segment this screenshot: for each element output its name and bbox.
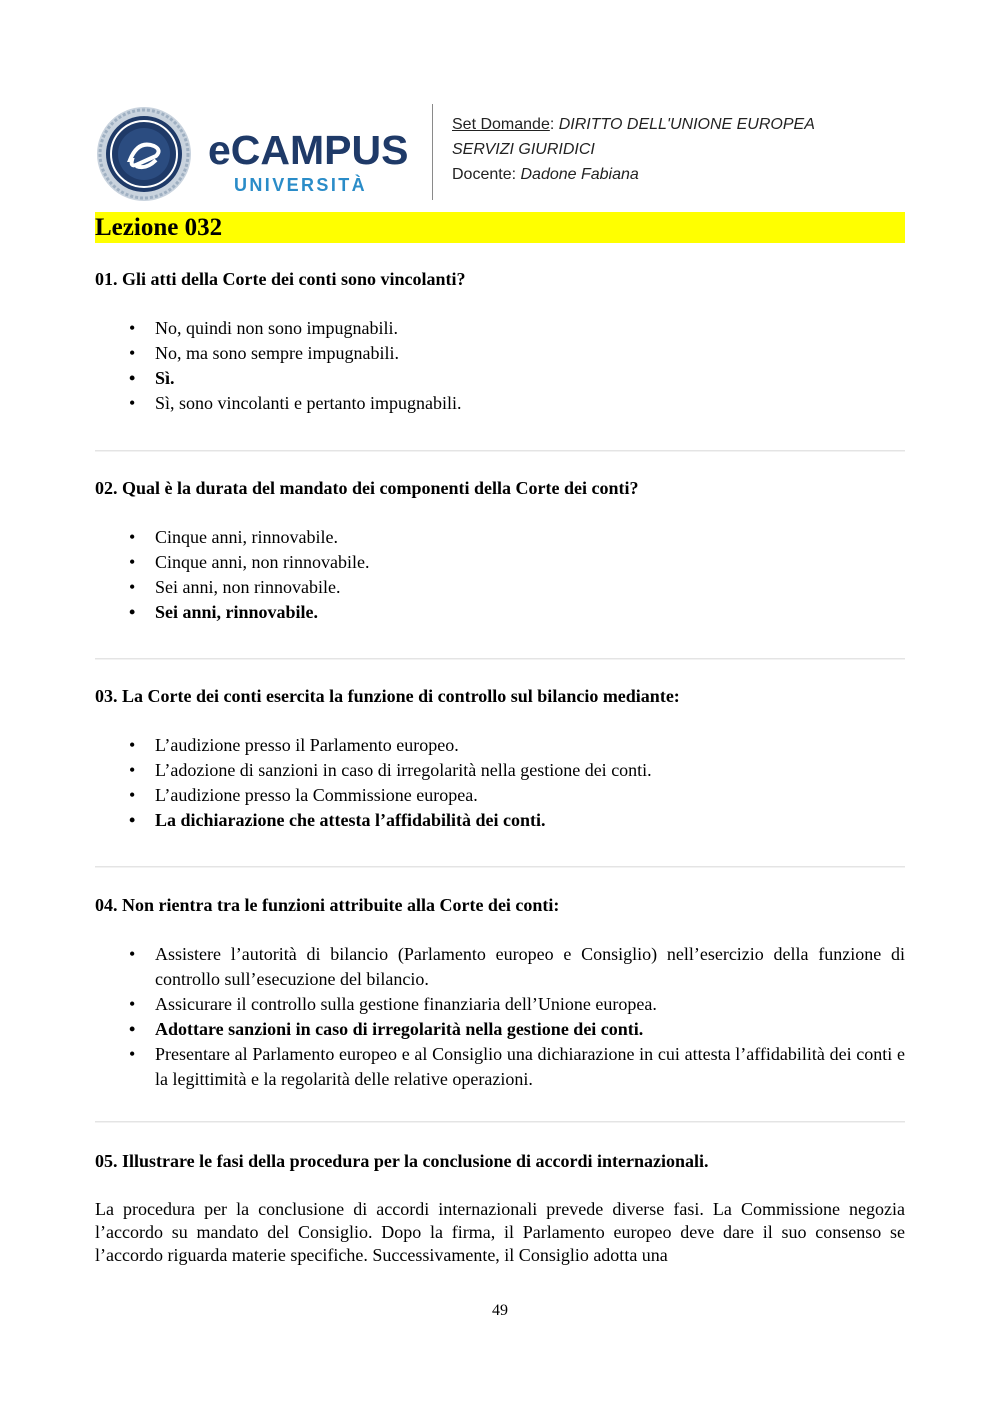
answer-text: L’audizione presso la Commissione europea. (155, 785, 478, 805)
answer-item (95, 550, 905, 575)
answer-text: La dichiarazione che attesta l’affidabilità dei conti. (155, 810, 546, 830)
bullet-icon: • (129, 577, 136, 597)
lesson-banner (95, 212, 905, 243)
bullet-icon: • (129, 1019, 136, 1039)
teacher-label: Docente (452, 166, 512, 183)
bullet-icon: • (129, 552, 136, 572)
answer-list (95, 525, 905, 625)
question-title: 01. Gli atti della Corte dei conti sono vincolanti? (95, 269, 466, 289)
answer-item (95, 1042, 905, 1092)
answer-item-correct (95, 366, 905, 391)
bullet-icon: • (129, 994, 136, 1014)
set-value-line1: DIRITTO DELL'UNIONE EUROPEA (558, 116, 815, 133)
answer-item (95, 992, 905, 1017)
bullet-icon: • (129, 944, 136, 964)
answer-text: L’audizione presso il Parlamento europeo. (155, 735, 459, 755)
answer-text: Cinque anni, non rinnovabile. (155, 552, 370, 572)
set-label: Set Domande (452, 116, 550, 133)
answer-item (95, 316, 905, 341)
answer-text: No, ma sono sempre impugnabili. (155, 343, 399, 363)
answer-item-correct (95, 1017, 905, 1042)
bullet-icon: • (129, 760, 136, 780)
answer-item (95, 575, 905, 600)
answer-item (95, 733, 905, 758)
question-2 (95, 477, 905, 625)
logo-wordmark: eCAMPUS (208, 127, 409, 173)
answer-text: L’adozione di sanzioni in caso di irregolarità nella gestione dei conti. (155, 760, 652, 780)
university-seal-logo (96, 106, 192, 202)
question-title: 02. Qual è la durata del mandato dei componenti della Corte dei conti? (95, 478, 639, 498)
teacher-value: Dadone Fabiana (520, 166, 639, 183)
bullet-icon: • (129, 735, 136, 755)
header-info: Set Domande: DIRITTO DELL'UNIONE EUROPEA SERVIZI GIURIDICI Docente: Dadone Fabiana (452, 116, 815, 183)
answer-text: Cinque anni, rinnovabile. (155, 527, 338, 547)
answer-list (95, 733, 905, 833)
question-3 (95, 685, 905, 833)
answer-text: Assicurare il controllo sulla gestione finanziaria dell’Unione europea. (155, 994, 657, 1014)
answer-item (95, 341, 905, 366)
bullet-icon: • (129, 527, 136, 547)
bullet-icon: • (129, 1044, 136, 1064)
answer-item-correct (95, 808, 905, 833)
page-number: 49 (492, 1302, 508, 1319)
question-separator (95, 866, 905, 868)
answer-item-correct (95, 600, 905, 625)
question-title: 03. La Corte dei conti esercita la funzione di controllo sul bilancio mediante: (95, 686, 680, 706)
document-header (96, 102, 906, 202)
answer-paragraph: La procedura per la conclusione di accordi internazionali prevede diverse fasi. La Commissione negozia l’accordo su mandato del Consiglio. Dopo la firma, il Parlamento europeo deve dare il suo consenso se l’accordo riguarda materie specifiche. Successivamente, il Consiglio adotta una (95, 1199, 905, 1265)
logo-subtitle: UNIVERSITÀ (234, 175, 368, 195)
answer-list (95, 316, 905, 416)
bullet-icon: • (129, 393, 136, 413)
answer-text: Sei anni, rinnovabile. (155, 602, 319, 622)
answer-text: Sei anni, non rinnovabile. (155, 577, 341, 597)
bullet-icon: • (129, 602, 136, 622)
lesson-title: Lezione 032 (95, 214, 223, 241)
answer-list (95, 942, 905, 1092)
question-separator (95, 450, 905, 452)
bullet-icon: • (129, 810, 136, 830)
answer-item (95, 942, 905, 992)
answer-item (95, 525, 905, 550)
question-title: 05. Illustrare le fasi della procedura per la conclusione di accordi internazionali. (95, 1151, 709, 1171)
question-4 (95, 894, 905, 1092)
answer-item (95, 391, 905, 416)
question-title: 04. Non rientra tra le funzioni attribuite alla Corte dei conti: (95, 895, 560, 915)
answer-text: Adottare sanzioni in caso di irregolarità nella gestione dei conti. (155, 1019, 644, 1039)
answer-text: Sì, sono vincolanti e pertanto impugnabili. (155, 393, 462, 413)
bullet-icon: • (129, 318, 136, 338)
bullet-icon: • (129, 368, 136, 388)
bullet-icon: • (129, 343, 136, 363)
header-divider (432, 104, 433, 200)
answer-item (95, 758, 905, 783)
question-5 (95, 1150, 905, 1267)
question-separator (95, 1121, 905, 1123)
answer-item (95, 783, 905, 808)
answer-text: Sì. (155, 368, 175, 388)
question-separator (95, 658, 905, 660)
question-1 (95, 268, 905, 416)
answer-text: No, quindi non sono impugnabili. (155, 318, 398, 338)
answer-text: Presentare al Parlamento europeo e al Consiglio una dichiarazione in cui attesta l’affidabilità dei conti e la legittimità e la regolarità delle relative operazioni. (155, 1044, 905, 1089)
answer-text: Assistere l’autorità di bilancio (Parlamento europeo e Consiglio) nell’esercizio della funzione di controllo sull’esecuzione del bilancio. (155, 944, 905, 989)
set-value-line2: SERVIZI GIURIDICI (452, 141, 595, 158)
bullet-icon: • (129, 785, 136, 805)
